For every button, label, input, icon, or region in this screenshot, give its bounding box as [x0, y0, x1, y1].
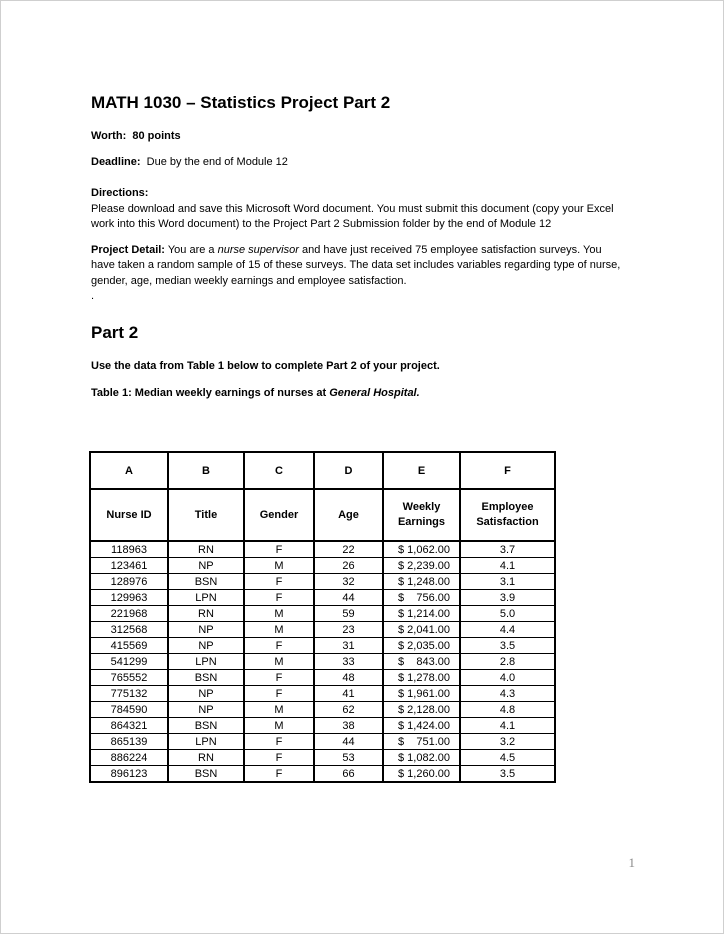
table-cell: 3.7: [460, 541, 555, 558]
table-cell: BSN: [168, 574, 244, 590]
table-cell: 4.5: [460, 750, 555, 766]
table-cell: F: [244, 574, 314, 590]
table-cell: 53: [314, 750, 383, 766]
table-cell: $ 1,424.00: [383, 718, 460, 734]
directions-heading: Directions:: [91, 187, 149, 199]
table-row: [90, 670, 555, 686]
worth-label: Worth:: [91, 130, 127, 142]
table-cell: NP: [168, 558, 244, 574]
table-cell: 44: [314, 590, 383, 606]
table-cell: LPN: [168, 590, 244, 606]
table-cell: $ 2,041.00: [383, 622, 460, 638]
table-row: [90, 718, 555, 734]
column-letter: A: [90, 452, 168, 489]
column-header: Weekly Earnings: [383, 489, 460, 541]
table-cell: 26: [314, 558, 383, 574]
table-cell: BSN: [168, 766, 244, 783]
column-letter: F: [460, 452, 555, 489]
table-cell: 864321: [90, 718, 168, 734]
table-cell: $ 1,248.00: [383, 574, 460, 590]
nurse-data-table: [89, 451, 556, 783]
table-cell: NP: [168, 638, 244, 654]
column-header: Employee Satisfaction: [460, 489, 555, 541]
column-header: Gender: [244, 489, 314, 541]
table-cell: $ 2,128.00: [383, 702, 460, 718]
column-header: Nurse ID: [90, 489, 168, 541]
table-row: [90, 686, 555, 702]
table-cell: F: [244, 670, 314, 686]
instruction-text: Use the data from Table 1 below to complete Part 2 of your project.: [91, 359, 440, 372]
table-cell: 31: [314, 638, 383, 654]
table-cell: RN: [168, 750, 244, 766]
table-cell: 38: [314, 718, 383, 734]
table-cell: NP: [168, 622, 244, 638]
table-cell: 4.4: [460, 622, 555, 638]
table-row: [90, 574, 555, 590]
table-cell: $ 756.00: [383, 590, 460, 606]
table-cell: 59: [314, 606, 383, 622]
table-cell: $ 2,239.00: [383, 558, 460, 574]
page-title: MATH 1030 – Statistics Project Part 2: [91, 93, 391, 112]
table-cell: 48: [314, 670, 383, 686]
table-cell: 123461: [90, 558, 168, 574]
detail-pre: You are a: [167, 243, 218, 256]
table-cell: 4.8: [460, 702, 555, 718]
table-cell: M: [244, 702, 314, 718]
column-letter: B: [168, 452, 244, 489]
column-letter: E: [383, 452, 460, 489]
table-cell: BSN: [168, 718, 244, 734]
table-row: [90, 734, 555, 750]
table-cell: 62: [314, 702, 383, 718]
table-cell: $ 1,214.00: [383, 606, 460, 622]
table-cell: $ 1,961.00: [383, 686, 460, 702]
table-row: [90, 622, 555, 638]
table-row: [90, 558, 555, 574]
table-cell: M: [244, 606, 314, 622]
table-cell: $ 2,035.00: [383, 638, 460, 654]
table-row: [90, 606, 555, 622]
project-detail-label: Project Detail:: [91, 243, 165, 256]
table-cell: 312568: [90, 622, 168, 638]
table-cell: 886224: [90, 750, 168, 766]
table-cell: 3.5: [460, 638, 555, 654]
table-caption: [91, 386, 651, 402]
table-cell: 118963: [90, 541, 168, 558]
table-cell: $ 751.00: [383, 734, 460, 750]
table-cell: $ 843.00: [383, 654, 460, 670]
table-row: [90, 541, 555, 558]
table-cell: 3.9: [460, 590, 555, 606]
table-cell: 22: [314, 541, 383, 558]
deadline: [91, 155, 651, 171]
table-cell: RN: [168, 541, 244, 558]
table-cell: 5.0: [460, 606, 555, 622]
table-cell: M: [244, 558, 314, 574]
table-cell: F: [244, 750, 314, 766]
table-cell: 129963: [90, 590, 168, 606]
table-cell: 3.5: [460, 766, 555, 783]
table-cell: 66: [314, 766, 383, 783]
page-number: 1: [628, 855, 635, 870]
table-cell: F: [244, 686, 314, 702]
instruction: [91, 359, 651, 375]
table-cell: 4.0: [460, 670, 555, 686]
caption-emphasis: General Hospital.: [329, 387, 420, 399]
detail-emphasis: nurse supervisor: [217, 243, 299, 256]
table-cell: LPN: [168, 734, 244, 750]
table-cell: M: [244, 654, 314, 670]
table-cell: 775132: [90, 686, 168, 702]
table-cell: $ 1,278.00: [383, 670, 460, 686]
worth-value: 80 points: [132, 130, 181, 142]
table-cell: F: [244, 638, 314, 654]
table-cell: F: [244, 734, 314, 750]
table-cell: BSN: [168, 670, 244, 686]
table-cell: 3.2: [460, 734, 555, 750]
table-cell: NP: [168, 702, 244, 718]
table-cell: 896123: [90, 766, 168, 783]
table-row: [90, 766, 555, 783]
table-cell: LPN: [168, 654, 244, 670]
document-body: [91, 93, 651, 412]
table-cell: 865139: [90, 734, 168, 750]
table-cell: NP: [168, 686, 244, 702]
table-cell: $ 1,260.00: [383, 766, 460, 783]
table-cell: 4.1: [460, 718, 555, 734]
table-cell: 765552: [90, 670, 168, 686]
table-cell: RN: [168, 606, 244, 622]
table-row: [90, 750, 555, 766]
table-cell: 541299: [90, 654, 168, 670]
table-cell: M: [244, 718, 314, 734]
detail-post: and have just received 75 employee satisfaction surveys. You have taken a random sample of 15 of these surveys. The data set includes variables regarding type of nurse, gender, age, median weekly earnings and employee satisfaction.: [91, 243, 621, 287]
table-row: [90, 702, 555, 718]
table-cell: 23: [314, 622, 383, 638]
table-cell: $ 1,082.00: [383, 750, 460, 766]
table-cell: F: [244, 541, 314, 558]
worth: [91, 129, 651, 145]
table-row: [90, 638, 555, 654]
table-cell: M: [244, 622, 314, 638]
table-cell: F: [244, 590, 314, 606]
deadline-value: Due by the end of Module 12: [146, 155, 288, 168]
table-cell: 221968: [90, 606, 168, 622]
column-header: Age: [314, 489, 383, 541]
dot: .: [91, 290, 95, 302]
caption-text: Table 1: Median weekly earnings of nurses at: [91, 387, 330, 399]
table-cell: 32: [314, 574, 383, 590]
table-cell: 4.3: [460, 686, 555, 702]
column-header-row: [90, 489, 555, 541]
deadline-label: Deadline:: [91, 155, 141, 168]
table-cell: 41: [314, 686, 383, 702]
table-body: [90, 541, 555, 782]
directions-label: [91, 186, 651, 202]
column-letter: C: [244, 452, 314, 489]
table-cell: 415569: [90, 638, 168, 654]
table-cell: 44: [314, 734, 383, 750]
directions-text: Please download and save this Microsoft Word document. You must submit this document (copy your Excel work into this Word document) to the Project Part 2 Submission folder by the end of Module 12: [91, 202, 614, 230]
table-cell: 4.1: [460, 558, 555, 574]
column-header: Title: [168, 489, 244, 541]
table-cell: 33: [314, 654, 383, 670]
column-letter: D: [314, 452, 383, 489]
table-cell: F: [244, 766, 314, 783]
column-letter-row: [90, 452, 555, 489]
part-heading: Part 2: [91, 322, 139, 342]
table-row: [90, 590, 555, 606]
table-cell: 128976: [90, 574, 168, 590]
table-cell: 2.8: [460, 654, 555, 670]
table-cell: 784590: [90, 702, 168, 718]
table-cell: 3.1: [460, 574, 555, 590]
table-row: [90, 654, 555, 670]
table-cell: $ 1,062.00: [383, 541, 460, 558]
project-detail: [91, 243, 621, 290]
